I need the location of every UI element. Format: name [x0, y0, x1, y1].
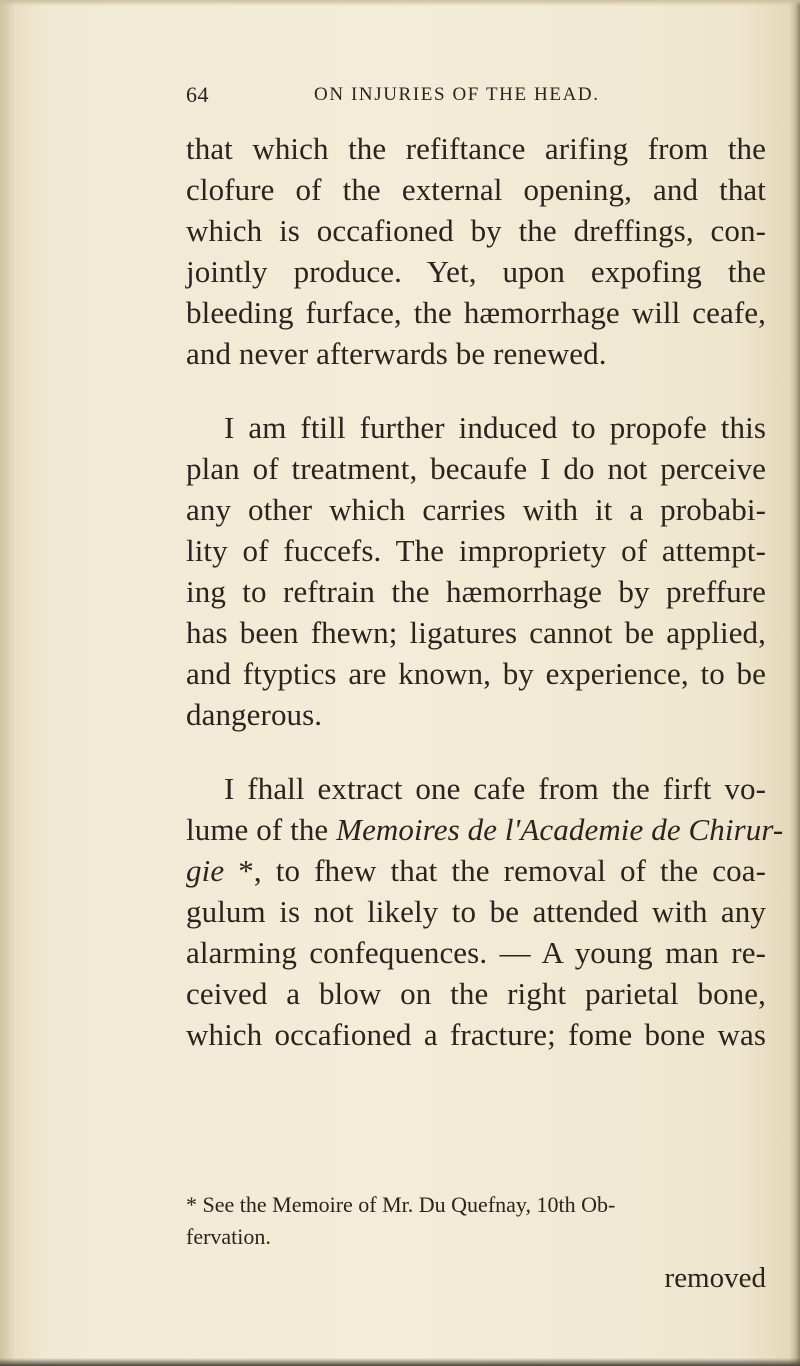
text-line: alarming confequences. — A young man re-	[186, 935, 766, 970]
text-line: I am ftill further induced to propofe this	[224, 410, 766, 445]
page-top-edge	[0, 0, 800, 6]
page-number: 64	[186, 82, 209, 107]
text-line: and never afterwards be renewed.	[186, 336, 607, 371]
text-fragment: *, to fhew that the removal of the coa-	[224, 853, 766, 888]
text-line: has been fhewn; ligatures cannot be applied,	[186, 615, 766, 650]
paragraph-gap	[186, 735, 766, 768]
footnote-line: * See the Memoire of Mr. Du Quefnay, 10th Ob-	[186, 1192, 616, 1217]
page-header	[186, 82, 786, 118]
page-right-edge	[788, 0, 800, 1366]
paragraph-gap	[186, 374, 766, 407]
text-line: I fhall extract one cafe from the firft vo-	[224, 771, 766, 806]
paragraph-1	[186, 128, 766, 374]
text-line: that which the refiftance arifing from the	[186, 131, 766, 166]
text-line: jointly produce. Yet, upon expofing the	[186, 254, 766, 289]
catchword: removed	[664, 1262, 766, 1294]
text-line-with-title	[186, 809, 784, 850]
paragraph-2	[186, 407, 766, 735]
text-line: any other which carries with it a probabi-	[186, 492, 766, 527]
text-line: gulum is not likely to be attended with any	[186, 894, 766, 929]
book-title-italic: gie	[186, 853, 225, 888]
text-line: ceived a blow on the right parietal bone,	[186, 976, 766, 1011]
text-fragment: lume of the	[186, 812, 337, 847]
footnote	[186, 1189, 766, 1253]
running-head: ON INJURIES OF THE HEAD.	[314, 84, 600, 105]
footnote-line: fervation.	[186, 1224, 271, 1249]
text-line: which occafioned a fracture; fome bone was	[186, 1017, 766, 1052]
paragraph-3	[186, 768, 784, 1055]
text-line: and ftyptics are known, by experience, to be	[186, 656, 766, 691]
body-text	[186, 128, 784, 1055]
text-line: bleeding furface, the hæmorrhage will ceafe,	[186, 295, 766, 330]
page-bottom-edge	[0, 1358, 800, 1366]
page-binding-shadow	[0, 0, 14, 1366]
text-line: lity of fuccefs. The impropriety of attempt-	[186, 533, 766, 568]
text-line: plan of treatment, becaufe I do not perceive	[186, 451, 766, 486]
text-line: dangerous.	[186, 697, 323, 732]
text-line: clofure of the external opening, and that	[186, 172, 766, 207]
text-line-with-title	[186, 850, 766, 891]
text-line: which is occafioned by the dreffings, con-	[186, 213, 766, 248]
book-title-italic: Memoires de l'Academie de Chirur-	[336, 812, 784, 847]
text-line: ing to reftrain the hæmorrhage by preffure	[186, 574, 766, 609]
